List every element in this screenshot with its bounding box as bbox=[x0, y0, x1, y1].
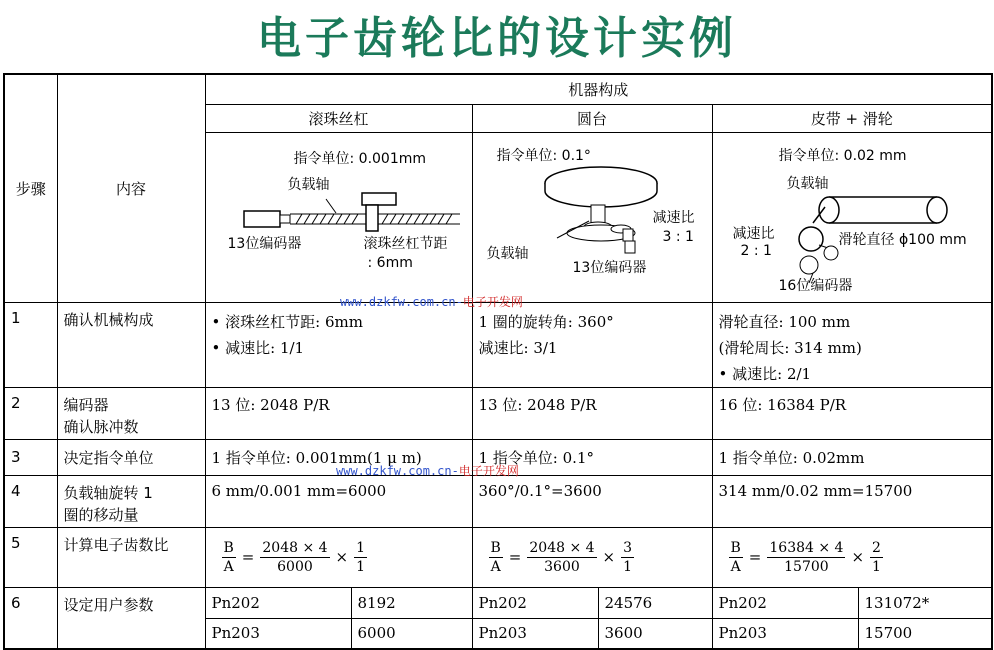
formula-eq: = bbox=[508, 548, 522, 566]
row4-turntable: 360°/0.1°=3600 bbox=[472, 475, 712, 527]
header-turntable: 圆台 bbox=[472, 104, 712, 132]
param-ballscrew-pn203-value: 6000 bbox=[351, 618, 472, 649]
formula-lhs-den: A bbox=[223, 558, 234, 575]
row5-turntable bbox=[472, 527, 712, 587]
formula-ratio-den: 1 bbox=[623, 558, 633, 575]
content-6: 设定用户参数 bbox=[57, 587, 205, 649]
ballscrew-pitch-label: 滚珠丝杠节距 bbox=[363, 235, 448, 252]
content-4-line2: 圈的移动量 bbox=[63, 505, 139, 524]
header-ballscrew: 滚珠丝杠 bbox=[205, 104, 472, 132]
formula-num: 2048 × 4 bbox=[529, 539, 595, 556]
step-3: 3 bbox=[4, 439, 57, 475]
watermark-2: www.dzkfw.com.cn-电子开发网 bbox=[336, 464, 519, 478]
row1-turntable-line1: 1 圈的旋转角: 360° bbox=[478, 312, 614, 331]
ballscrew-axis-label: 负载轴 bbox=[287, 176, 330, 193]
row3-turntable: 1 指令单位: 0.1° bbox=[472, 439, 712, 475]
ballscrew-unit-label: 指令单位: 0.001mm bbox=[293, 150, 427, 167]
belt-formula bbox=[719, 539, 986, 576]
watermark-url: www.dzkfw.com.cn bbox=[336, 464, 452, 478]
design-example-table-wrap bbox=[3, 73, 991, 646]
table-row bbox=[4, 387, 992, 439]
formula-ratio-den: 1 bbox=[356, 558, 366, 575]
formula-lhs-num: B bbox=[223, 539, 234, 556]
belt-unit-label: 指令单位: 0.02 mm bbox=[778, 147, 907, 164]
row2-belt: 16 位: 16384 P/R bbox=[712, 387, 992, 439]
formula-eq: = bbox=[748, 548, 762, 566]
belt-ratio-value: 2 : 1 bbox=[740, 242, 772, 259]
row1-belt bbox=[712, 302, 992, 387]
param-turntable-pn202: Pn202 bbox=[472, 587, 598, 618]
watermark-name: 电子开发网 bbox=[458, 464, 519, 478]
param-ballscrew-pn203: Pn203 bbox=[205, 618, 351, 649]
row1-ballscrew-line2: • 减速比: 1/1 bbox=[211, 338, 305, 357]
formula-ratio-num: 1 bbox=[356, 539, 366, 556]
formula-times: × bbox=[335, 548, 349, 566]
formula-lhs-den: A bbox=[490, 558, 501, 575]
ballscrew-formula bbox=[212, 539, 466, 576]
row1-ballscrew bbox=[205, 302, 472, 387]
formula-den: 3600 bbox=[544, 558, 580, 575]
row1-belt-line1: 滑轮直径: 100 mm bbox=[718, 312, 851, 331]
turntable-encoder-label: 13位编码器 bbox=[572, 259, 647, 276]
header-machine: 机器构成 bbox=[205, 74, 992, 104]
step-4: 4 bbox=[4, 475, 57, 527]
row2-ballscrew: 13 位: 2048 P/R bbox=[205, 387, 472, 439]
step-1: 1 bbox=[4, 302, 57, 387]
formula-num: 16384 × 4 bbox=[769, 539, 844, 556]
step-2: 2 bbox=[4, 387, 57, 439]
content-1: 确认机械构成 bbox=[57, 302, 205, 387]
row1-ballscrew-line1: • 滚珠丝杠节距: 6mm bbox=[211, 312, 363, 331]
formula-lhs-num: B bbox=[730, 539, 741, 556]
formula-lhs-num: B bbox=[490, 539, 501, 556]
table-row bbox=[4, 587, 992, 618]
content-4 bbox=[57, 475, 205, 527]
header-content: 内容 bbox=[57, 74, 205, 302]
param-belt-pn203-value: 15700 bbox=[858, 618, 992, 649]
param-turntable-pn203: Pn203 bbox=[472, 618, 598, 649]
row1-belt-line3: • 减速比: 2/1 bbox=[718, 364, 812, 383]
row5-ballscrew bbox=[205, 527, 472, 587]
formula-lhs-den: A bbox=[730, 558, 741, 575]
header-step: 步骤 bbox=[4, 74, 57, 302]
row2-turntable: 13 位: 2048 P/R bbox=[472, 387, 712, 439]
content-4-line1: 负载轴旋转 1 bbox=[63, 483, 153, 502]
step-5: 5 bbox=[4, 527, 57, 587]
param-turntable-pn202-value: 24576 bbox=[598, 587, 712, 618]
step-6: 6 bbox=[4, 587, 57, 649]
belt-ratio-label: 减速比 bbox=[732, 225, 775, 242]
belt-axis-label: 负载轴 bbox=[786, 175, 829, 192]
content-5: 计算电子齿数比 bbox=[57, 527, 205, 587]
watermark-name: 电子开发网 bbox=[462, 295, 523, 309]
formula-ratio-num: 3 bbox=[623, 539, 633, 556]
row1-turntable bbox=[472, 302, 712, 387]
ballscrew-encoder-label: 13位编码器 bbox=[227, 235, 302, 252]
content-2-line2: 确认脉冲数 bbox=[63, 417, 139, 436]
turntable-unit-label: 指令单位: 0.1° bbox=[496, 147, 591, 164]
table-row bbox=[4, 475, 992, 527]
formula-den: 6000 bbox=[277, 558, 313, 575]
formula-times: × bbox=[851, 548, 865, 566]
table-row bbox=[4, 527, 992, 587]
turntable-formula bbox=[479, 539, 706, 576]
param-ballscrew-pn202-value: 8192 bbox=[351, 587, 472, 618]
row4-belt: 314 mm/0.02 mm=15700 bbox=[712, 475, 992, 527]
watermark-url: www.dzkfw.com.cn bbox=[340, 295, 456, 309]
table-row bbox=[4, 302, 992, 387]
content-2 bbox=[57, 387, 205, 439]
formula-eq: = bbox=[241, 548, 255, 566]
formula-ratio-den: 1 bbox=[872, 558, 881, 575]
diagram-turntable bbox=[472, 132, 712, 302]
diagram-ballscrew bbox=[205, 132, 472, 302]
row1-turntable-line2: 减速比: 3/1 bbox=[478, 338, 558, 357]
turntable-ratio-label: 减速比 bbox=[652, 209, 695, 226]
formula-ratio-num: 2 bbox=[872, 539, 881, 556]
diagram-belt bbox=[712, 132, 992, 302]
design-example-table bbox=[3, 73, 993, 650]
content-3: 决定指令单位 bbox=[57, 439, 205, 475]
turntable-axis-label: 负载轴 bbox=[486, 245, 529, 262]
header-belt: 皮带 + 滑轮 bbox=[712, 104, 992, 132]
param-ballscrew-pn202: Pn202 bbox=[205, 587, 351, 618]
row3-ballscrew: 1 指令单位: 0.001mm(1 μ m) bbox=[205, 439, 472, 475]
row5-belt bbox=[712, 527, 992, 587]
content-2-line1: 编码器 bbox=[63, 395, 109, 414]
belt-encoder-label: 16位编码器 bbox=[778, 277, 853, 294]
watermark-1: www.dzkfw.com.cn-电子开发网 bbox=[340, 295, 523, 309]
ballscrew-pitch-value: : 6mm bbox=[367, 254, 413, 271]
turntable-ratio-value: 3 : 1 bbox=[662, 228, 694, 245]
param-belt-pn203: Pn203 bbox=[712, 618, 858, 649]
formula-num: 2048 × 4 bbox=[262, 539, 328, 556]
formula-den: 15700 bbox=[784, 558, 829, 575]
param-belt-pn202: Pn202 bbox=[712, 587, 858, 618]
param-turntable-pn203-value: 3600 bbox=[598, 618, 712, 649]
belt-diameter-label: 滑轮直径 ϕ100 mm bbox=[838, 231, 967, 248]
row3-belt: 1 指令单位: 0.02mm bbox=[712, 439, 992, 475]
formula-times: × bbox=[602, 548, 616, 566]
row4-ballscrew: 6 mm/0.001 mm=6000 bbox=[205, 475, 472, 527]
page-title: 电子齿轮比的设计实例 bbox=[257, 13, 737, 64]
param-belt-pn202-value: 131072* bbox=[858, 587, 992, 618]
row1-belt-line2: (滑轮周长: 314 mm) bbox=[718, 338, 862, 357]
